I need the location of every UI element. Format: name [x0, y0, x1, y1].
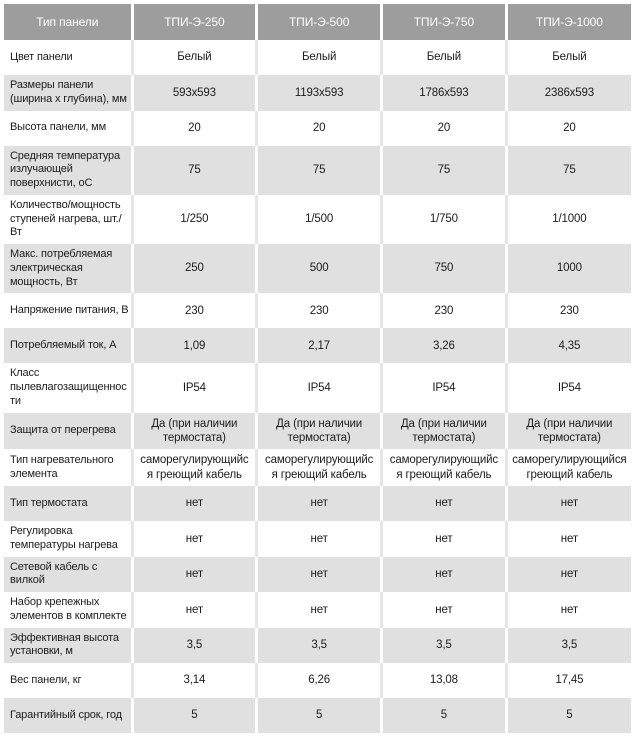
cell-value: 230: [506, 293, 631, 328]
cell-value: 75: [382, 146, 507, 195]
row-label: Макс. потребляемая электрическая мощность, Вт: [4, 244, 132, 293]
cell-value: 1/500: [257, 195, 382, 244]
column-header-model: ТПИ-Э-250: [132, 4, 257, 40]
row-label: Тип термостата: [4, 486, 132, 521]
cell-value: нет: [132, 521, 257, 557]
table-body: [4, 40, 631, 733]
table-row: [4, 146, 631, 195]
cell-value: 230: [257, 293, 382, 328]
cell-value: нет: [132, 486, 257, 521]
row-label: Цвет панели: [4, 40, 132, 75]
row-label: Набор крепежных элементов в комплекте: [4, 592, 132, 628]
cell-value: 1/250: [132, 195, 257, 244]
cell-value: 593x593: [132, 75, 257, 111]
cell-value: 20: [132, 111, 257, 146]
table-row: [4, 663, 631, 698]
cell-value: Белый: [506, 40, 631, 75]
cell-value: 1193x593: [257, 75, 382, 111]
cell-value: IP54: [257, 363, 382, 412]
cell-value: 230: [382, 293, 507, 328]
cell-value: Да (при наличии термостата): [257, 413, 382, 450]
cell-value: 3,5: [257, 628, 382, 664]
table-row: [4, 363, 631, 412]
row-label: Количество/мощность ступеней нагрева, шт./Вт: [4, 195, 132, 244]
row-label: Средняя температура излучающей поверхнисти, оС: [4, 146, 132, 195]
table-row: [4, 111, 631, 146]
row-label: Защита от перегрева: [4, 413, 132, 450]
cell-value: 1/750: [382, 195, 507, 244]
cell-value: 6,26: [257, 663, 382, 698]
cell-value: 230: [132, 293, 257, 328]
cell-value: нет: [257, 486, 382, 521]
cell-value: 500: [257, 244, 382, 293]
cell-value: Да (при наличии термостата): [382, 413, 507, 450]
table-row: [4, 449, 631, 486]
cell-value: 1000: [506, 244, 631, 293]
row-label: Эффективная высота установки, м: [4, 628, 132, 664]
cell-value: 5: [506, 698, 631, 733]
row-label: Регулировка температуры нагрева: [4, 521, 132, 557]
row-label: Класс пылевлагозащищенности: [4, 363, 132, 412]
cell-value: 5: [132, 698, 257, 733]
cell-value: нет: [257, 592, 382, 628]
cell-value: 20: [382, 111, 507, 146]
cell-value: 2,17: [257, 328, 382, 363]
table-row: [4, 557, 631, 593]
cell-value: 75: [506, 146, 631, 195]
cell-value: 3,5: [382, 628, 507, 664]
table-row: [4, 521, 631, 557]
table-row: [4, 328, 631, 363]
row-label: Гарантийный срок, год: [4, 698, 132, 733]
cell-value: 1/1000: [506, 195, 631, 244]
cell-value: Белый: [382, 40, 507, 75]
cell-value: Белый: [257, 40, 382, 75]
column-header-model: ТПИ-Э-500: [257, 4, 382, 40]
cell-value: 3,5: [506, 628, 631, 664]
cell-value: IP54: [506, 363, 631, 412]
column-header-model: ТПИ-Э-750: [382, 4, 507, 40]
cell-value: 2386x593: [506, 75, 631, 111]
cell-value: нет: [382, 486, 507, 521]
column-header-model: ТПИ-Э-1000: [506, 4, 631, 40]
cell-value: нет: [382, 557, 507, 593]
cell-value: 75: [132, 146, 257, 195]
cell-value: нет: [257, 557, 382, 593]
table-row: [4, 75, 631, 111]
cell-value: нет: [132, 557, 257, 593]
cell-value: 4,35: [506, 328, 631, 363]
cell-value: нет: [506, 592, 631, 628]
cell-value: 3,26: [382, 328, 507, 363]
column-header-panel-type: Тип панели: [4, 4, 132, 40]
cell-value: саморегулирующийся греющий кабель: [506, 449, 631, 486]
cell-value: нет: [506, 521, 631, 557]
cell-value: саморегулирующийся греющий кабель: [382, 449, 507, 486]
cell-value: Да (при наличии термостата): [506, 413, 631, 450]
row-label: Сетевой кабель с вилкой: [4, 557, 132, 593]
table-row: [4, 40, 631, 75]
cell-value: 17,45: [506, 663, 631, 698]
cell-value: 3,14: [132, 663, 257, 698]
cell-value: Да (при наличии термостата): [132, 413, 257, 450]
cell-value: нет: [506, 486, 631, 521]
row-label: Напряжение питания, В: [4, 293, 132, 328]
cell-value: 250: [132, 244, 257, 293]
cell-value: нет: [257, 521, 382, 557]
row-label: Вес панели, кг: [4, 663, 132, 698]
cell-value: 1786x593: [382, 75, 507, 111]
cell-value: нет: [382, 521, 507, 557]
cell-value: 5: [257, 698, 382, 733]
table-row: [4, 195, 631, 244]
table-row: [4, 413, 631, 450]
header-row: [4, 4, 631, 40]
spec-table: [4, 4, 631, 733]
table-row: [4, 293, 631, 328]
cell-value: 750: [382, 244, 507, 293]
table-row: [4, 592, 631, 628]
cell-value: Белый: [132, 40, 257, 75]
row-label: Тип нагревательного элемента: [4, 449, 132, 486]
cell-value: IP54: [132, 363, 257, 412]
cell-value: 20: [257, 111, 382, 146]
cell-value: 3,5: [132, 628, 257, 664]
cell-value: 5: [382, 698, 507, 733]
cell-value: 13,08: [382, 663, 507, 698]
cell-value: саморегулирующийся греющий кабель: [132, 449, 257, 486]
table-row: [4, 486, 631, 521]
table-row: [4, 244, 631, 293]
cell-value: нет: [506, 557, 631, 593]
cell-value: 1,09: [132, 328, 257, 363]
cell-value: 75: [257, 146, 382, 195]
row-label: Размеры панели (ширина х глубина), мм: [4, 75, 132, 111]
table-row: [4, 698, 631, 733]
row-label: Потребляемый ток, А: [4, 328, 132, 363]
cell-value: нет: [132, 592, 257, 628]
cell-value: нет: [382, 592, 507, 628]
row-label: Высота панели, мм: [4, 111, 132, 146]
cell-value: 20: [506, 111, 631, 146]
cell-value: IP54: [382, 363, 507, 412]
table-row: [4, 628, 631, 664]
cell-value: саморегулирующийся греющий кабель: [257, 449, 382, 486]
